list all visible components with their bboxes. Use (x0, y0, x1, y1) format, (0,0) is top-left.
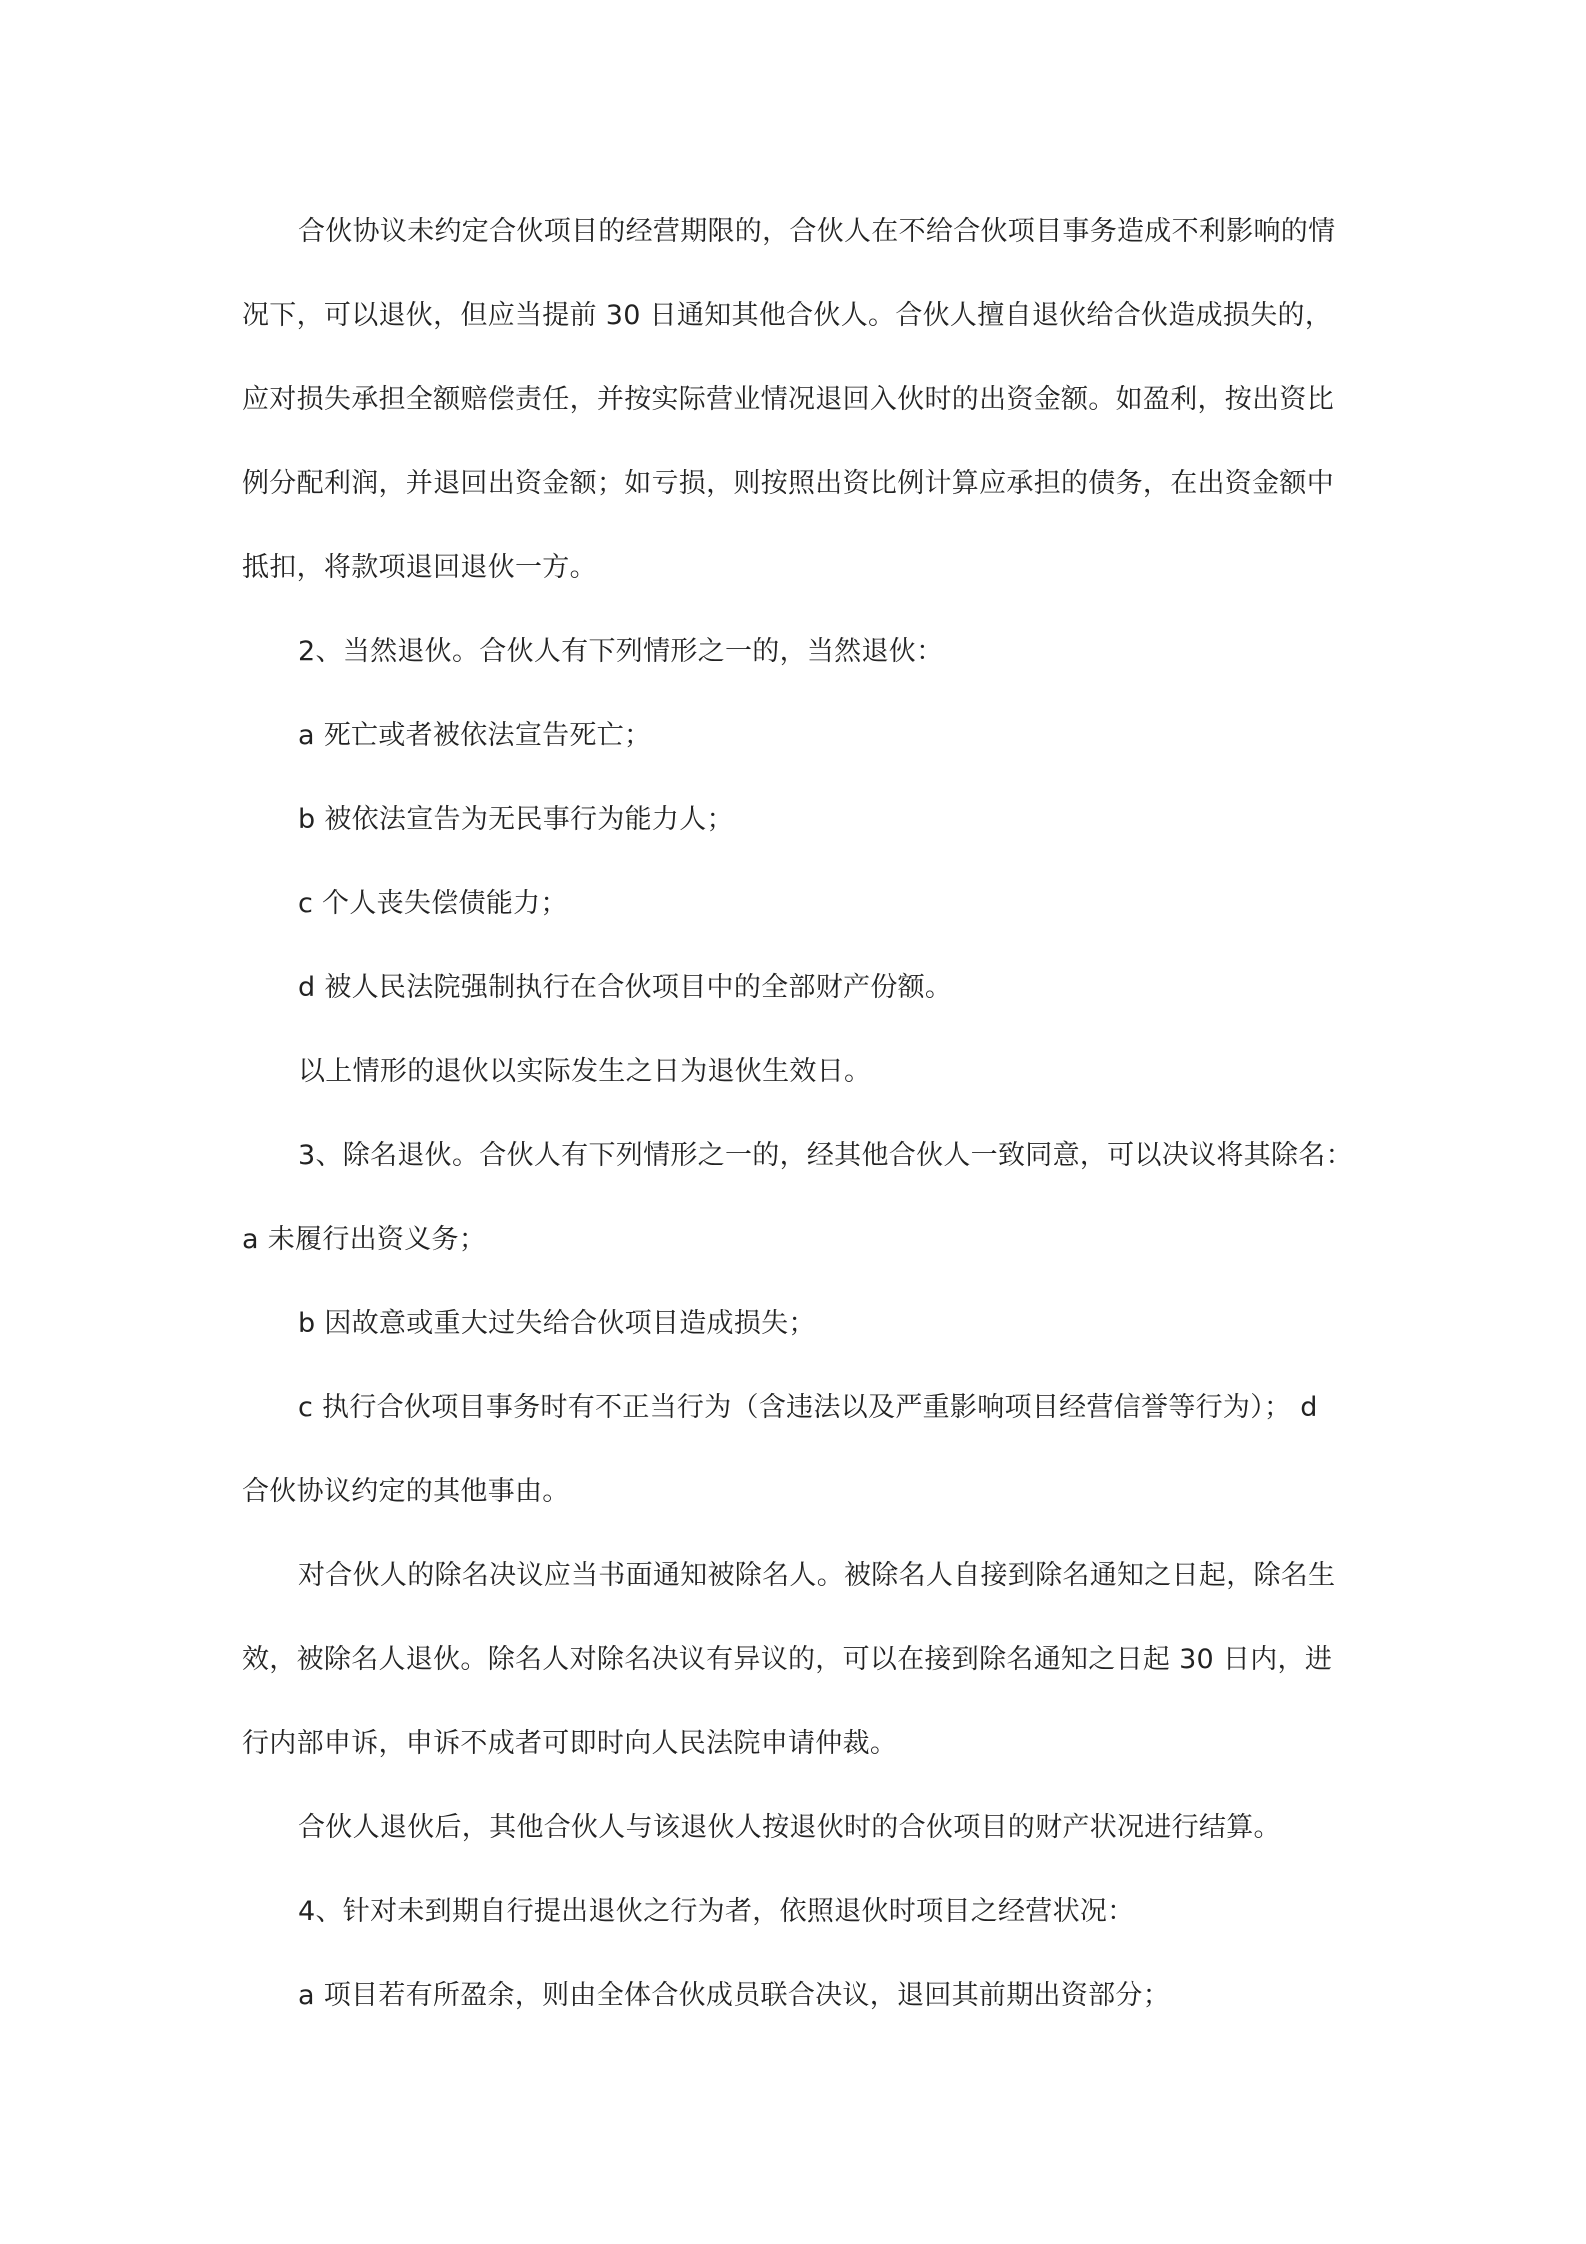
list-item: a 项目若有所盈余，则由全体合伙成员联合决议，退回其前期出资部分； (298, 1980, 1171, 2011)
text-line: 况下，可以退伙，但应当提前 30 日通知其他合伙人。合伙人擅自退伙给合伙造成损失的， (242, 300, 1333, 331)
text-line: 效，被除名人退伙。除名人对除名决议有异议的，可以在接到除名通知之日起 30 日内，进 (242, 1644, 1333, 1675)
text-line: 合伙协议约定的其他事由。 (242, 1476, 570, 1507)
list-item: a 死亡或者被依法宣告死亡； (298, 720, 652, 751)
text-line: 行内部申诉，申诉不成者可即时向人民法院申请仲裁。 (242, 1728, 898, 1759)
text-line: 抵扣，将款项退回退伙一方。 (242, 552, 597, 583)
section-heading: 3、除名退伙。合伙人有下列情形之一的，经其他合伙人一致同意，可以决议将其除名： (298, 1140, 1353, 1171)
section-heading: 2、当然退伙。合伙人有下列情形之一的，当然退伙： (298, 636, 944, 667)
list-item: a 未履行出资义务； (242, 1224, 487, 1255)
text-line: 合伙人退伙后，其他合伙人与该退伙人按退伙时的合伙项目的财产状况进行结算。 (298, 1812, 1281, 1843)
list-item: b 被依法宣告为无民事行为能力人； (298, 804, 734, 835)
text-line: 合伙协议未约定合伙项目的经营期限的，合伙人在不给合伙项目事务造成不利影响的情 (298, 216, 1336, 247)
text-line: 应对损失承担全额赔偿责任，并按实际营业情况退回入伙时的出资金额。如盈利，按出资比 (242, 384, 1334, 415)
text-line: 例分配利润，并退回出资金额；如亏损，则按照出资比例计算应承担的债务，在出资金额中 (242, 468, 1334, 499)
section-heading: 4、针对未到期自行提出退伙之行为者，依照退伙时项目之经营状况： (298, 1896, 1135, 1927)
text-line: 对合伙人的除名决议应当书面通知被除名人。被除名人自接到除名通知之日起，除名生 (298, 1560, 1336, 1591)
list-item: b 因故意或重大过失给合伙项目造成损失； (298, 1308, 816, 1339)
text-line: 以上情形的退伙以实际发生之日为退伙生效日。 (298, 1056, 872, 1087)
list-item: d 被人民法院强制执行在合伙项目中的全部财产份额。 (298, 972, 953, 1003)
list-item: c 执行合伙项目事务时有不正当行为（含违法以及严重影响项目经营信誉等行为）； d (298, 1392, 1318, 1423)
list-item: c 个人丧失偿债能力； (298, 888, 568, 919)
